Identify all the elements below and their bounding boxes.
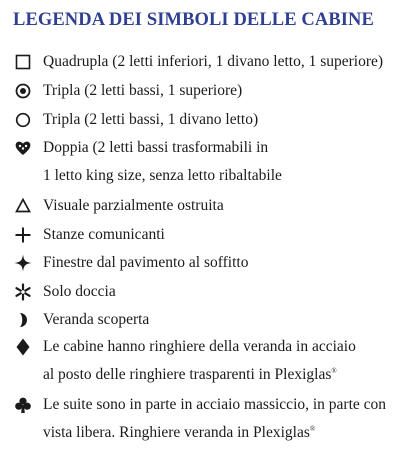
- legend-item-text: Visuale parzialmente ostruita: [43, 197, 224, 214]
- registered-mark: ®: [331, 367, 337, 375]
- square-outline-icon: [14, 53, 32, 71]
- registered-mark: ®: [309, 425, 316, 433]
- legend-item-text: Tripla (2 letti bassi, 1 divano letto): [43, 111, 259, 128]
- legend-item-veranda: [0, 309, 413, 333]
- legend-item-quadrupla: [0, 51, 413, 75]
- club-icon: [14, 396, 32, 414]
- legend-item-text-line2: [43, 364, 337, 386]
- legend-item-doppia: [0, 137, 413, 187]
- legend-item-finestre: [0, 252, 413, 276]
- legend-item-text-line2-body: vista libera. Ringhiere veranda in Plexiglas: [43, 424, 310, 441]
- legend-item-doccia: [0, 281, 413, 305]
- legend-item-text-line2: [43, 422, 315, 444]
- legend-item-text: Quadrupla (2 letti inferiori, 1 divano letto, 1 superiore): [43, 53, 384, 70]
- legend-title: LEGENDA DEI SIMBOLI DELLE CABINE: [13, 10, 374, 30]
- heart-dots-icon: [14, 139, 32, 157]
- four-point-star-icon: [14, 254, 32, 272]
- legend-item-text: Solo doccia: [43, 283, 116, 300]
- legend-item-suite: [0, 394, 413, 444]
- legend-item-tripla-divano: [0, 109, 413, 133]
- circle-outline-icon: [14, 111, 32, 129]
- diamond-icon: [14, 338, 32, 356]
- legend-item-visuale: [0, 195, 413, 219]
- legend-item-tripla-superiore: [0, 80, 413, 104]
- legend-item-text: Stanze comunicanti: [43, 226, 165, 243]
- legend-item-stanze: [0, 224, 413, 248]
- legend-item-text: Le suite sono in parte in acciaio massiccio, in parte con: [43, 396, 387, 413]
- asterisk-icon: [14, 283, 32, 301]
- legend-item-text: Doppia (2 letti bassi trasformabili in: [43, 139, 269, 156]
- legend-item-text: Veranda scoperta: [43, 311, 150, 328]
- legend-item-text-line2: 1 letto king size, senza letto ribaltabile: [43, 167, 282, 184]
- plus-icon: [14, 226, 32, 244]
- legend-item-text-line2-body: al posto delle ringhiere trasparenti in Plexiglas: [43, 366, 332, 383]
- triangle-outline-icon: [14, 197, 32, 215]
- half-moon-icon: [14, 311, 32, 329]
- legend-item-ringhiere-acciaio: [0, 336, 413, 386]
- circle-dot-icon: [14, 82, 32, 100]
- legend-item-text: Finestre dal pavimento al soffitto: [43, 254, 249, 271]
- legend-item-text: Tripla (2 letti bassi, 1 superiore): [43, 82, 243, 99]
- legend-item-text: Le cabine hanno ringhiere della veranda in acciaio: [43, 338, 356, 355]
